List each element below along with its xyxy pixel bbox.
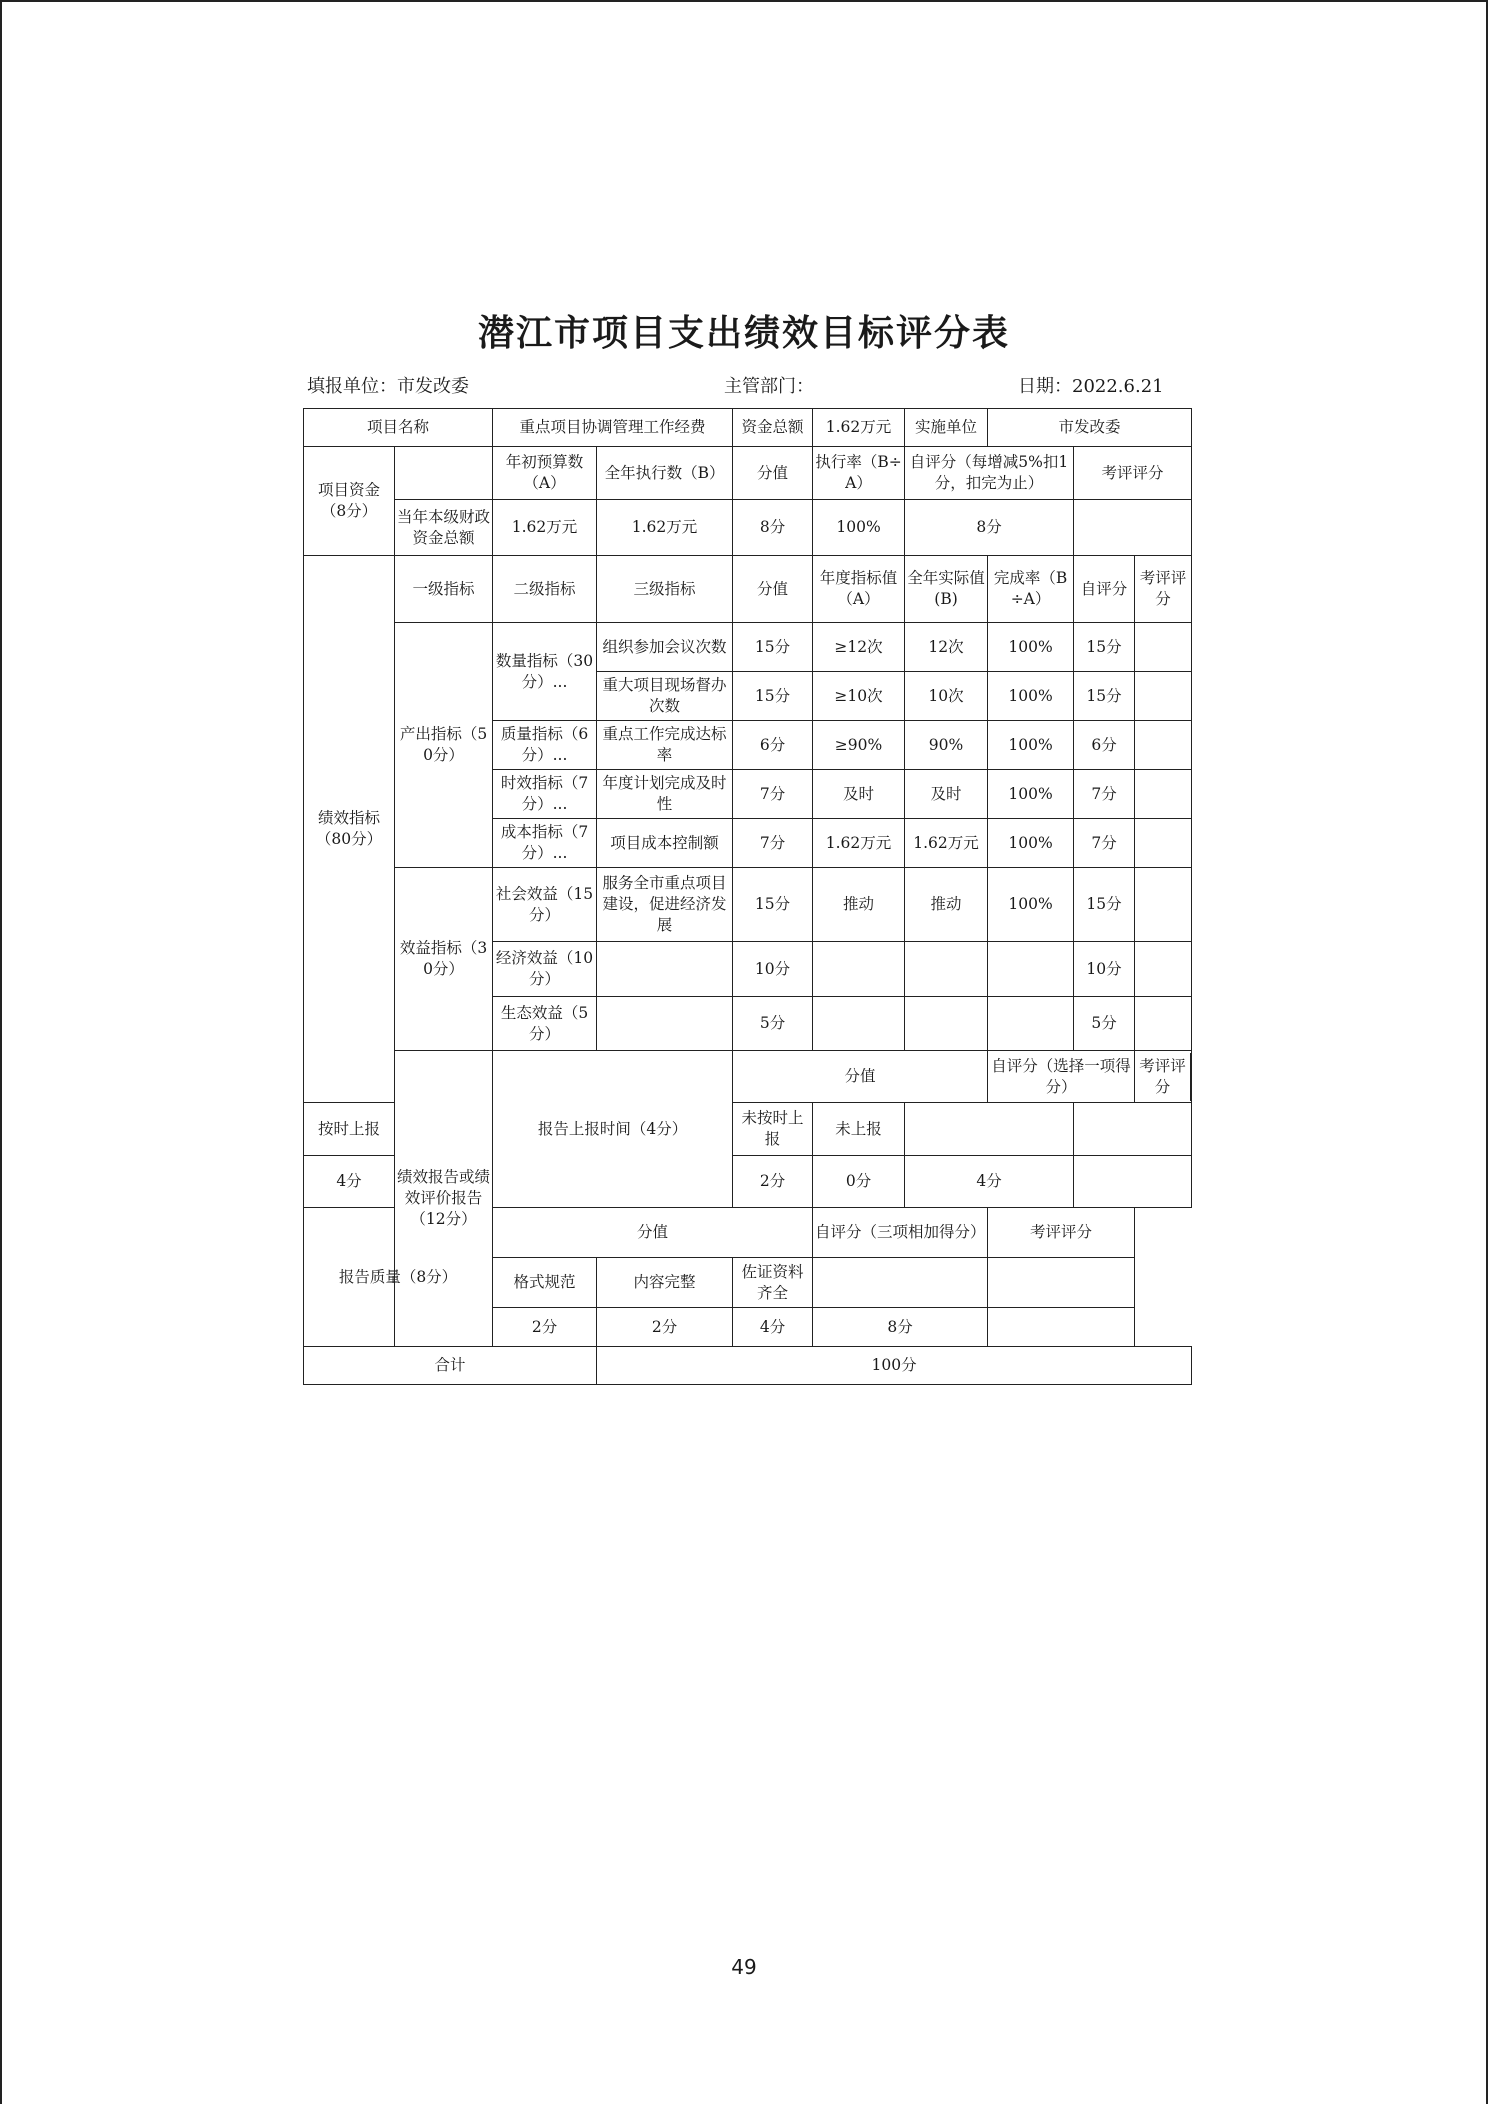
target-cell (813, 942, 905, 997)
funds-self-score-value: 8分 (905, 500, 1074, 556)
quality-format-score: 2分 (493, 1308, 597, 1347)
report-section-label: 绩效报告或绩效评价报告（12分） (395, 1051, 493, 1347)
budget-header: 年初预算数（A） (493, 447, 597, 500)
report-time-review-label: 考评评分 (1139, 1056, 1186, 1096)
score-cell: 10分 (733, 942, 813, 997)
perf-score-header: 分值 (733, 556, 813, 623)
report-time-review-score (1074, 1156, 1192, 1208)
funds-data-row (304, 500, 1192, 556)
report-time-review-blank-2 (1074, 1103, 1192, 1156)
report-time-review-header (1135, 1051, 1192, 1103)
score-cell: 7分 (733, 819, 813, 868)
score-table (303, 408, 1192, 1385)
report-time-header-row (304, 1051, 1192, 1103)
level3-cell: 重大项目现场督办次数 (597, 672, 733, 721)
level2-cell: 时效指标（7分）... (493, 770, 597, 819)
execution-value: 1.62万元 (597, 500, 733, 556)
option-not-reported-score: 0分 (813, 1156, 905, 1208)
target-cell: 推动 (813, 868, 905, 942)
report-quality-self-blank (813, 1258, 988, 1308)
report-quality-label: 报告质量（8分） (304, 1208, 493, 1347)
score-cell: 15分 (733, 672, 813, 721)
target-cell: ≥10次 (813, 672, 905, 721)
level2-cell: 生态效益（5分） (493, 997, 597, 1051)
self-score-cell: 6分 (1074, 721, 1135, 770)
level2-cell: 成本指标（7分）... (493, 819, 597, 868)
report-time-self-score: 4分 (905, 1156, 1074, 1208)
rate-cell (988, 942, 1074, 997)
review-cell (1135, 672, 1192, 721)
total-label: 合计 (304, 1347, 597, 1385)
rate-cell: 100% (988, 672, 1074, 721)
funds-score-header: 分值 (733, 447, 813, 500)
project-name-label: 项目名称 (304, 409, 493, 447)
implementing-unit-value: 市发改委 (988, 409, 1192, 447)
report-time-label: 报告上报时间（4分） (493, 1051, 733, 1208)
rate-cell: 100% (988, 819, 1074, 868)
funds-header-empty (395, 447, 493, 500)
target-header: 年度指标值（A） (813, 556, 905, 623)
funds-self-score-header: 自评分（每增减5%扣1分，扣完为止） (905, 447, 1074, 500)
option-late-score: 2分 (733, 1156, 813, 1208)
level2-cell: 社会效益（15分） (493, 868, 597, 942)
rate-cell (988, 997, 1074, 1051)
project-name-value: 重点项目协调管理工作经费 (493, 409, 733, 447)
funds-review-value (1074, 500, 1192, 556)
report-time-self-header: 自评分（选择一项得分） (988, 1051, 1135, 1103)
target-cell: 及时 (813, 770, 905, 819)
level3-cell (597, 997, 733, 1051)
page-number: 49 (731, 1955, 757, 1979)
quantity-indicator-label: 数量指标（30分）... (493, 623, 597, 721)
report-quality-review-header: 考评评分 (988, 1208, 1135, 1258)
total-funds-label: 资金总额 (733, 409, 813, 447)
score-cell: 6分 (733, 721, 813, 770)
completion-rate-header: 完成率（B÷A） (988, 556, 1074, 623)
perf-review-header: 考评评分 (1135, 556, 1192, 623)
page-border-top (0, 0, 1488, 2)
level1-header: 一级指标 (395, 556, 493, 623)
perf-self-score-header: 自评分 (1074, 556, 1135, 623)
actual-header: 全年实际值(B) (905, 556, 988, 623)
self-score-cell: 7分 (1074, 770, 1135, 819)
report-time-self-blank (905, 1103, 1074, 1156)
level2-cell: 经济效益（10分） (493, 942, 597, 997)
review-cell (1135, 997, 1192, 1051)
funds-score-value: 8分 (733, 500, 813, 556)
funds-review-header: 考评评分 (1074, 447, 1192, 500)
review-cell (1135, 770, 1192, 819)
report-quality-review-blank (988, 1258, 1135, 1308)
report-date: 日期：2022.6.21 (1018, 376, 1164, 397)
score-cell: 15分 (733, 623, 813, 672)
document-title: 潜江市项目支出绩效目标评分表 (477, 312, 1010, 354)
quality-content: 内容完整 (597, 1258, 733, 1308)
rate-cell: 100% (988, 721, 1074, 770)
perf-section-label: 绩效指标（80分） (304, 556, 395, 1103)
execution-header: 全年执行数（B） (597, 447, 733, 500)
level3-cell: 重点工作完成达标率 (597, 721, 733, 770)
score-cell: 7分 (733, 770, 813, 819)
self-score-cell: 10分 (1074, 942, 1135, 997)
project-row (304, 409, 1192, 447)
self-score-cell: 15分 (1074, 868, 1135, 942)
perf-header-row (304, 556, 1192, 623)
review-cell (1135, 623, 1192, 672)
level3-cell: 项目成本控制额 (597, 819, 733, 868)
execution-rate-value: 100% (813, 500, 905, 556)
self-score-cell: 15分 (1074, 623, 1135, 672)
target-cell: ≥90% (813, 721, 905, 770)
level3-cell (597, 942, 733, 997)
implementing-unit-label: 实施单位 (905, 409, 988, 447)
report-time-score-header: 分值 (733, 1051, 988, 1103)
self-score-cell: 5分 (1074, 997, 1135, 1051)
option-not-reported: 未上报 (813, 1103, 905, 1156)
level2-cell: 质量指标（6分）... (493, 721, 597, 770)
review-cell (1135, 942, 1192, 997)
actual-cell: 推动 (905, 868, 988, 942)
level3-cell: 年度计划完成及时性 (597, 770, 733, 819)
funds-header-row (304, 447, 1192, 500)
actual-cell (905, 942, 988, 997)
quality-evidence: 佐证资料齐全 (733, 1258, 813, 1308)
reporting-unit: 填报单位：市发改委 (307, 376, 469, 397)
target-cell (813, 997, 905, 1051)
rate-cell: 100% (988, 868, 1074, 942)
self-score-cell: 7分 (1074, 819, 1135, 868)
target-cell: 1.62万元 (813, 819, 905, 868)
level3-cell: 组织参加会议次数 (597, 623, 733, 672)
actual-cell: 1.62万元 (905, 819, 988, 868)
report-time-review-blank (1190, 1053, 1191, 1101)
rate-cell: 100% (988, 770, 1074, 819)
review-cell (1135, 721, 1192, 770)
quality-content-score: 2分 (597, 1308, 733, 1347)
report-quality-self-header: 自评分（三项相加得分） (813, 1208, 988, 1258)
actual-cell: 12次 (905, 623, 988, 672)
table-row (304, 623, 1192, 672)
budget-value: 1.62万元 (493, 500, 597, 556)
review-cell (1135, 868, 1192, 942)
effect-indicator-label: 效益指标（30分） (395, 868, 493, 1051)
quality-evidence-score: 4分 (733, 1308, 813, 1347)
report-quality-self-score: 8分 (813, 1308, 988, 1347)
supervising-department: 主管部门： (724, 376, 814, 397)
report-quality-score-header: 分值 (493, 1208, 813, 1258)
option-on-time-score: 4分 (304, 1156, 395, 1208)
review-cell (1135, 819, 1192, 868)
actual-cell: 10次 (905, 672, 988, 721)
actual-cell (905, 997, 988, 1051)
score-cell: 15分 (733, 868, 813, 942)
output-indicator-label: 产出指标（50分） (395, 623, 493, 868)
option-on-time: 按时上报 (304, 1103, 395, 1156)
funds-section-label: 项目资金（8分） (304, 447, 395, 556)
level3-header: 三级指标 (597, 556, 733, 623)
total-funds-value: 1.62万元 (813, 409, 905, 447)
target-cell: ≥12次 (813, 623, 905, 672)
self-score-cell: 15分 (1074, 672, 1135, 721)
table-row (304, 868, 1192, 942)
level2-header: 二级指标 (493, 556, 597, 623)
actual-cell: 90% (905, 721, 988, 770)
score-cell: 5分 (733, 997, 813, 1051)
total-row (304, 1347, 1192, 1385)
funds-row-label: 当年本级财政资金总额 (395, 500, 493, 556)
actual-cell: 及时 (905, 770, 988, 819)
report-quality-review-score (988, 1308, 1135, 1347)
total-value: 100分 (597, 1347, 1192, 1385)
option-late: 未按时上报 (733, 1103, 813, 1156)
quality-format: 格式规范 (493, 1258, 597, 1308)
execution-rate-header: 执行率（B÷A） (813, 447, 905, 500)
rate-cell: 100% (988, 623, 1074, 672)
level3-cell: 服务全市重点项目建设，促进经济发展 (597, 868, 733, 942)
